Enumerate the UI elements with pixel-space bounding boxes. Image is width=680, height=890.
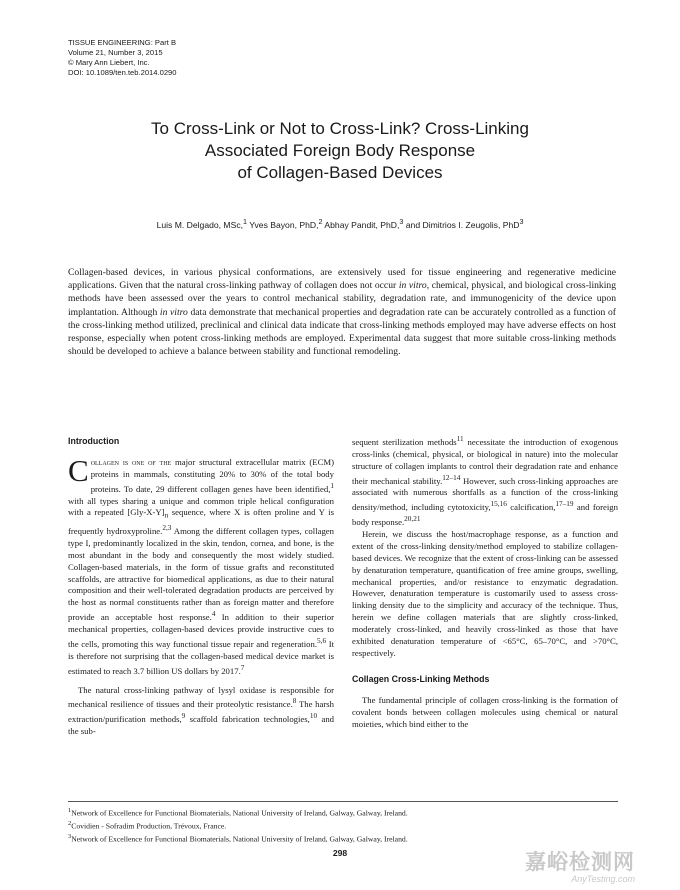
abstract-italic: in vitro [398,280,427,292]
paragraph-text: The harsh extraction/purification methods, [68,699,335,725]
journal-volume: Volume 21, Number 3, 2015 [68,48,163,57]
methods-heading: Collagen Cross-Linking Methods [352,673,490,684]
introduction-heading: Introduction [68,436,120,446]
author-name: Yves Bayon, PhD, [247,219,319,230]
paragraph-text: It is therefore not surprising that the collagen-based medical device market is estimated to reach 3.7 billion US dollars by 2017. [68,638,334,676]
citation: 7 [240,663,245,672]
author-name: Abhay Pandit, PhD, [322,219,400,230]
abstract-text: , chemical, physical, and biological cross-linking methods have been assessed over the years to control mechanical stability, degradation rate, and immunogenicity of the device upon implantation. Although [68,280,616,318]
journal-info [68,38,177,78]
footnote-text: Network of Excellence for Functional Biomaterials, National University of Ireland, Galway, Galway, Ireland. [71,808,408,818]
citation: 12–14 [442,473,461,482]
paragraph-text: with all types sharing a unique and common triple helical configuration with a repeated [Gly-X-Y] [68,495,334,518]
author-name: Luis M. Delgado, MSc, [156,219,244,230]
footnote-text: Network of Excellence for Functional Biomaterials, National University of Ireland, Galway, Galway, Ireland. [71,834,408,844]
subscript: n [164,512,169,521]
footnote [68,832,618,845]
watermark-chinese: 嘉峪检测网 [525,851,635,874]
citation: 1 [330,481,334,490]
watermark [525,846,635,884]
citation: 4 [211,610,216,619]
journal-doi: DOI: 10.1089/ten.teb.2014.0290 [68,68,177,77]
right-column [352,434,618,731]
footnote-marker: 2 [68,819,72,827]
author-affiliation: 1 [243,218,247,226]
paragraph-text: The natural cross-linking pathway of lysyl oxidase is responsible for mechanical resilience of tissues and their proteolytic resistance. [68,684,334,710]
paragraph-text: necessitate the introduction of exogenous cross-links (chemical, physical, or biological in nature) into the molecular structure of collagen implants to control their degradation rate and enhance their mechanical stability. [352,436,618,486]
paragraph-text: scaffold fabrication technologies, [185,714,310,725]
small-caps-lead: ollagen is one of the [90,456,172,467]
page-number: 298 [332,848,348,858]
citation: 20,21 [404,515,421,524]
journal-copyright: © Mary Ann Liebert, Inc. [68,58,150,67]
citation: 9 [181,712,186,721]
paragraph-text: and foreign body response. [352,502,618,527]
abstract-italic: in vitro [159,306,188,318]
abstract-text: data demonstrate that mechanical properties and degradation rate can be accurately controlled as a function of the cross-linking method utilized, preclinical and clinical data indicate that cross-linking methods employed may have adverse effects on host response, especially when potent cross-linking methods are employed. Experimental data suggest that more suitable cross-linking methods should be developed to achieve a balance between stability and functional remodeling. [68,306,616,358]
author-list [60,218,620,230]
footnote [68,806,618,819]
citation: 2,3 [162,524,172,533]
intro-paragraph-4: Herein, we discuss the host/macrophage response, as a function and extent of the cross-linking density/method employed to stabilize collagen-based devices. We recognize that the extent of cross-linking can be assessed by denaturation temperature, quantification of free amine groups, swelling, mechanical properties, and/or resistance to enzymatic degradation. However, denaturation temperature is customarily used to assess cross-linking density due to the simplicity and accuracy of the technique. Thus, herein we define collagen materials that are slightly cross-linked, moderately cross-linked, and heavily cross-linked as those that have exhibited denaturation temperature of <65°C, 65–70°C, and >70°C, respectively. [352,528,618,658]
author-name: and Dimitrios I. Zeugolis, PhD [403,219,520,230]
drop-cap: C [68,452,89,488]
citation: 8 [292,697,297,706]
citation: 11 [456,435,464,443]
title-line-2: Associated Foreign Body Response [204,141,476,160]
title-line-1: To Cross-Link or Not to Cross-Link? Cross-Linking [151,119,529,138]
paragraph-text: major structural extracellular matrix (ECM) proteins in mammals, constituting 20% to 30% of the total body proteins. To date, 29 different collagen genes have been identified, [90,456,334,494]
footnote-marker: 1 [68,807,72,814]
watermark-english: AnyTesting.com [571,874,635,884]
paragraph-text: However, such cross-linking approaches are associated with numerous shortfalls as a function of the cross-linking density/method, including cytotoxicity, [352,475,618,513]
author-affiliation: 2 [318,218,323,226]
citation: 17–19 [555,500,574,509]
citation: 5,6 [317,637,327,645]
footnote-text: Covidien - Sofradim Production, Trévoux, France. [71,821,227,831]
paragraph-text: sequent sterilization methods [352,436,457,447]
abstract [68,266,616,358]
left-column [68,436,334,738]
footnote-marker: 3 [68,832,72,840]
paragraph-text: In addition to their superior mechanical properties, collagen-based devices provide instructive cues to the cells, promoting this way functional tissue repair and regeneration. [68,612,334,649]
intro-paragraph-3 [352,434,618,529]
paragraph-text: and the sub- [68,714,335,736]
author-affiliation: 3 [519,218,524,226]
methods-paragraph-1: The fundamental principle of collagen cross-linking is the formation of covalent bonds between collagen molecules using chemical or natural moieties, which bind either to the [352,694,618,729]
paragraph-text: Among the different collagen types, collagen type I, predominantly localized in the skin, tendon, cornea, and bone, is the most abundant in the body and consequently the most widely studied. Collagen-based materials, in the form of tissue grafts and reconstituted scaffolds, are attractive for biomedical applications, as due to their natural composition and their well-tolerated degradation products are perceived by the host as normal constituents rather than as foreign matter and therefore provide an acceptable host response. [68,525,335,623]
article-title [60,118,620,184]
intro-paragraph-1 [68,452,335,678]
footnotes [68,801,618,844]
citation: 10 [309,712,318,721]
title-line-3: of Collagen-Based Devices [237,163,443,182]
author-affiliation: 3 [399,218,404,226]
paragraph-text: calcification, [506,502,556,513]
footnote [68,819,618,832]
abstract-text: Collagen-based devices, in various physical conformations, are extensively used for tissue engineering and regenerative medicine applications. Given that the natural cross-linking pathway of collagen does not occur [68,267,616,292]
intro-paragraph-2 [68,685,334,738]
citation: 15,16 [490,500,507,509]
paragraph-text: sequence, where X is often proline and Y is frequently hydroxyproline. [68,507,334,536]
journal-name: TISSUE ENGINEERING: Part B [68,38,177,47]
